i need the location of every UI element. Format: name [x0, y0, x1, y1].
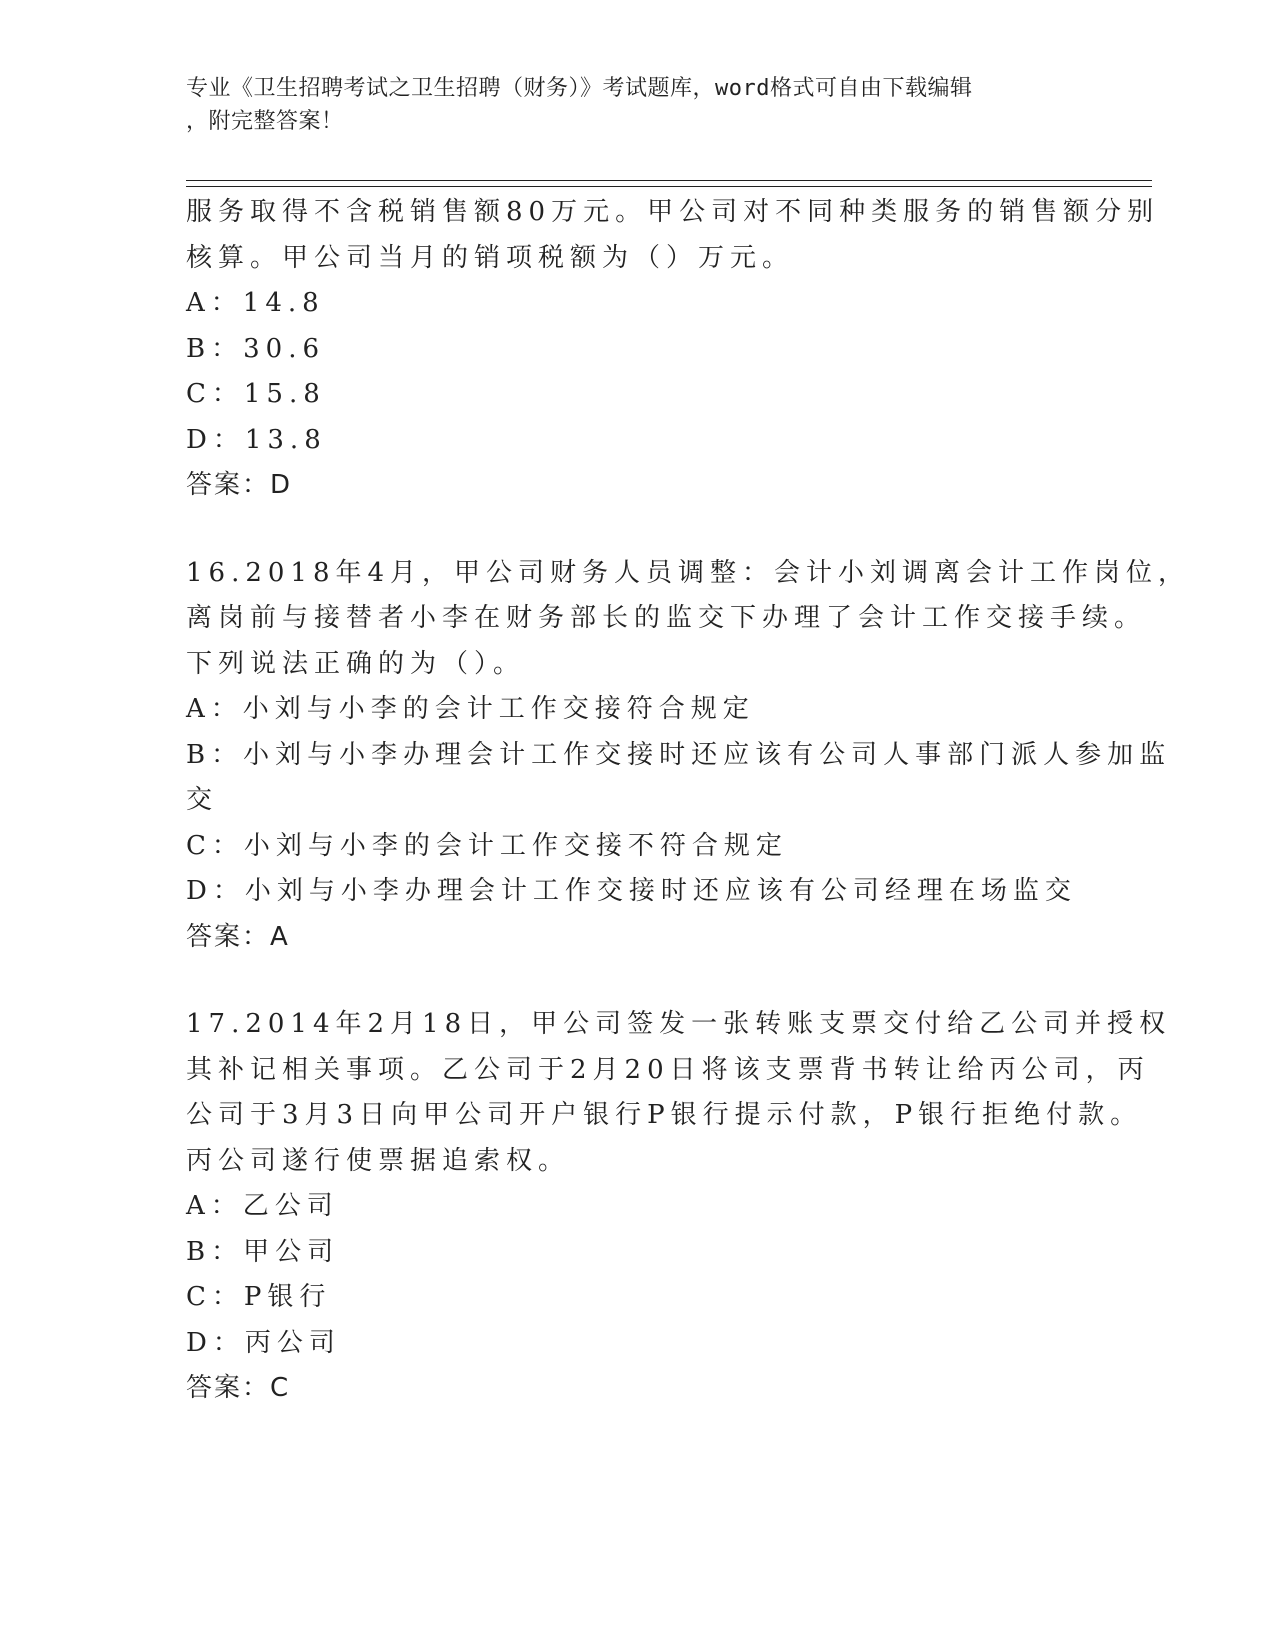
header-title-line-2: ，附完整答案！ — [186, 109, 344, 134]
header-divider-top — [186, 180, 1152, 181]
question-spacer — [186, 960, 1086, 1002]
option-a: A：14.8 — [186, 288, 325, 318]
answer-label: 答案：C — [186, 1373, 291, 1403]
option-d: D：13.8 — [186, 424, 327, 455]
option-d: D：小刘与小李办理会计工作交接时还应该有公司经理在场监交 — [186, 876, 1077, 906]
option-c: C：15.8 — [186, 379, 326, 409]
question-stem-line: 公司于3月3日向甲公司开户银行P银行提示付款，P银行拒绝付款。 — [186, 1100, 1143, 1130]
option-b: B：甲公司 — [186, 1236, 340, 1267]
question-stem-line: 离岗前与接替者小李在财务部长的监交下办理了会计工作交接手续。 — [186, 603, 1147, 633]
question-list — [186, 190, 1191, 1412]
question-stem-line: 17.2014年2月18日，甲公司签发一张转账支票交付给乙公司并授权 — [186, 1009, 1172, 1039]
option-b-continued: 交 — [186, 785, 219, 815]
question-stem-line: 服务取得不含税销售额80万元。甲公司对不同种类服务的销售额分别 — [186, 197, 1160, 227]
option-b: B：小刘与小李办理会计工作交接时还应该有公司人事部门派人参加监 — [186, 739, 1172, 770]
header-divider-bottom — [186, 186, 1152, 187]
question-stem-line: 下列说法正确的为（）。 — [186, 648, 526, 679]
question-block — [186, 190, 1160, 509]
question-stem-line: 核算。甲公司当月的销项税额为（）万元。 — [186, 242, 795, 273]
option-c: C：小刘与小李的会计工作交接不符合规定 — [186, 830, 788, 861]
option-a: A：乙公司 — [186, 1191, 339, 1221]
question-stem-line: 其补记相关事项。乙公司于2月20日将该支票背书转让给丙公司，丙 — [186, 1054, 1150, 1085]
question-block — [186, 1002, 1172, 1412]
header-title-line-1: 专业《卫生招聘考试之卫生招聘（财务）》考试题库，word格式可自由下载编辑 — [186, 76, 973, 101]
answer-label: 答案：A — [186, 921, 290, 952]
document-header — [186, 72, 1066, 138]
question-block — [186, 551, 1191, 961]
question-stem-line: 丙公司遂行使票据追索权。 — [186, 1145, 571, 1176]
question-stem-line: 16.2018年4月，甲公司财务人员调整：会计小刘调离会计工作岗位， — [186, 557, 1191, 588]
option-b: B：30.6 — [186, 333, 325, 364]
option-a: A：小刘与小李的会计工作交接符合规定 — [186, 694, 755, 724]
option-c: C：P银行 — [186, 1282, 332, 1312]
option-d: D：丙公司 — [186, 1327, 341, 1358]
question-spacer — [186, 509, 1086, 551]
answer-label: 答案：D — [186, 470, 293, 500]
